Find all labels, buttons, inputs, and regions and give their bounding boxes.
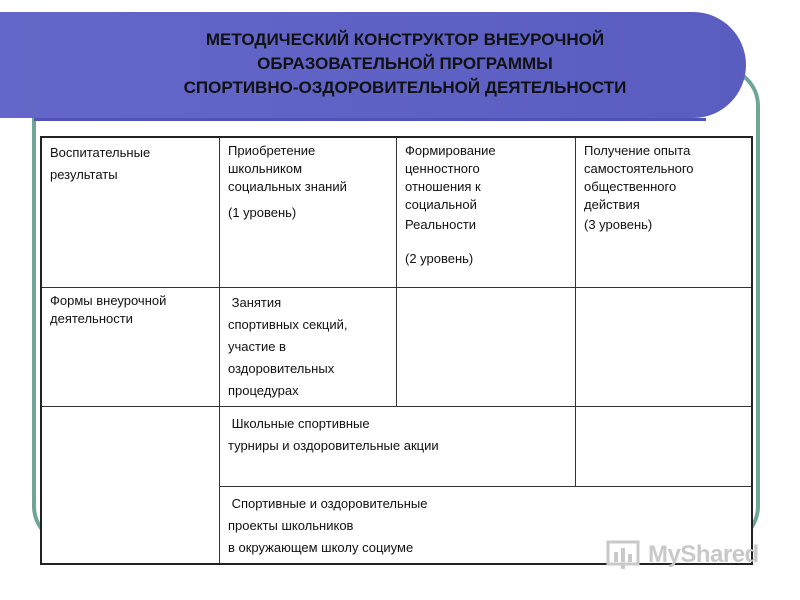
cell-empty-label-2 [41, 486, 220, 564]
cell-forms-level-2 [397, 287, 576, 406]
cell-text: Школьные спортивные [228, 415, 370, 431]
bar-chart-icon [606, 540, 642, 570]
level-label: (3 уровень) [584, 217, 653, 232]
title-underline [34, 118, 706, 121]
cell-text: социальной [405, 197, 477, 212]
cell-text: спортивных секций, [228, 316, 348, 332]
cell-text: школьником [228, 161, 303, 176]
cell-text: действия [584, 197, 640, 212]
cell-text: отношения к [405, 179, 481, 194]
spacer [228, 196, 388, 204]
watermark-text: MyShared [648, 541, 759, 568]
cell-text: деятельности [50, 310, 133, 326]
slide-title [110, 28, 700, 100]
cell-tournaments [220, 406, 576, 486]
title-line-1: МЕТОДИЧЕСКИЙ КОНСТРУКТОР ВНЕУРОЧНОЙ [205, 30, 605, 49]
cell-level-3-header [576, 137, 753, 287]
table-row-header [41, 137, 752, 287]
cell-text: Получение опыта [584, 143, 691, 158]
cell-text: в окружающем школу социуме [228, 539, 414, 555]
cell-tournaments-level-3 [576, 406, 753, 486]
table-row-forms [41, 287, 752, 406]
cell-text: Формы внеурочной [50, 292, 167, 308]
cell-text: процедурах [228, 382, 299, 398]
cell-text: проекты школьников [228, 517, 354, 533]
level-label: (1 уровень) [228, 205, 297, 220]
cell-text: турниры и оздоровительные акции [228, 437, 439, 453]
cell-text: Реальности [405, 217, 477, 232]
cell-text: Спортивные и оздоровительные [228, 495, 428, 511]
cell-text: Приобретение [228, 143, 316, 158]
watermark [606, 538, 766, 572]
cell-text: участие в [228, 338, 286, 354]
cell-level-2-header [397, 137, 576, 287]
level-label: (2 уровень) [405, 251, 474, 266]
cell-text: Занятия [228, 294, 282, 310]
cell-text: Формирование [405, 143, 496, 158]
cell-level-1-header [220, 137, 397, 287]
title-line-3: СПОРТИВНО-ОЗДОРОВИТЕЛЬНОЙ ДЕЯТЕЛЬНОСТИ [183, 78, 627, 97]
spacer [405, 236, 567, 250]
cell-educational-results [41, 137, 220, 287]
cell-text: ценностного [405, 161, 480, 176]
cell-text: результаты [50, 167, 118, 182]
cell-text: Воспитательные [50, 145, 151, 160]
cell-text: общественного [584, 179, 677, 194]
title-line-2: ОБРАЗОВАТЕЛЬНОЙ ПРОГРАММЫ [257, 54, 553, 73]
constructor-table [40, 136, 753, 565]
cell-text: самостоятельного [584, 161, 694, 176]
cell-empty-label [41, 406, 220, 486]
table-row-tournaments [41, 406, 752, 486]
cell-text: оздоровительных [228, 360, 335, 376]
cell-forms-level-1 [220, 287, 397, 406]
cell-text: социальных знаний [228, 179, 347, 194]
cell-forms-level-3 [576, 287, 753, 406]
cell-forms-label [41, 287, 220, 406]
